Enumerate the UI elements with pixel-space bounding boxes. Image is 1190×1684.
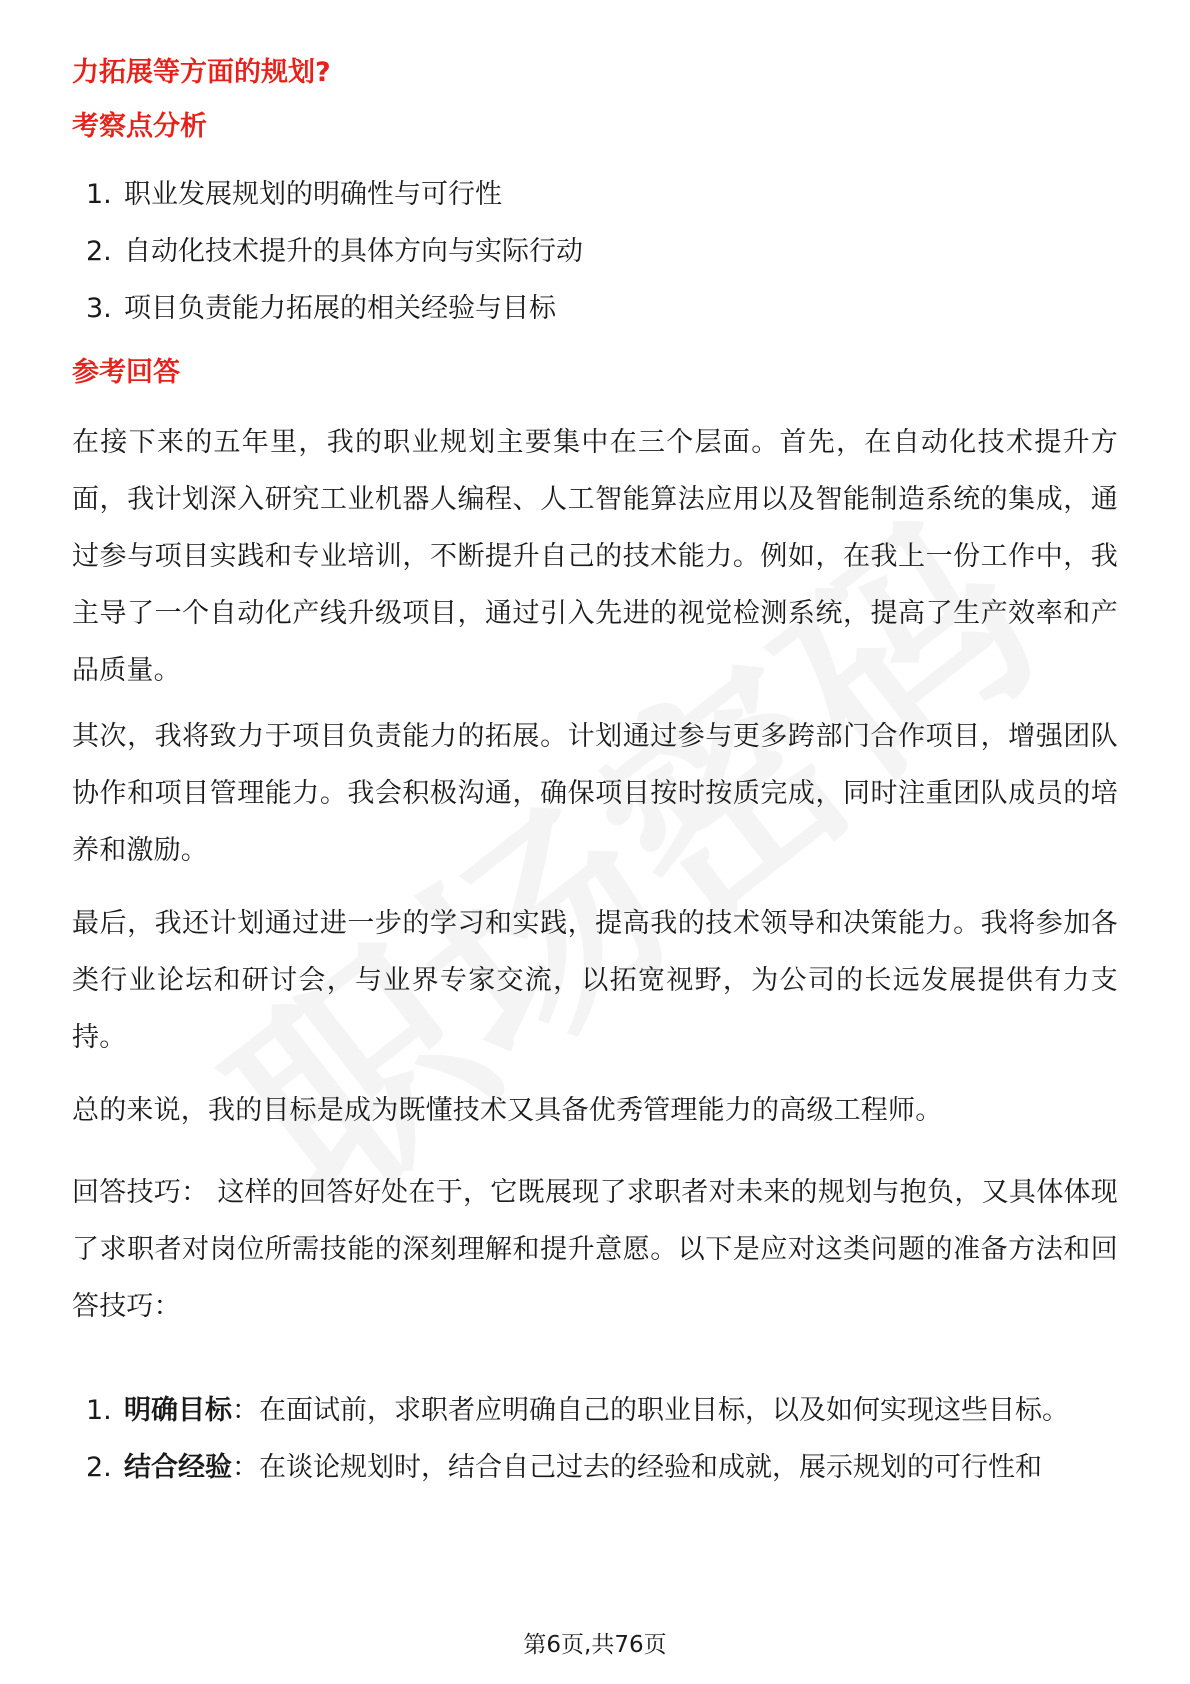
list-number: 3. xyxy=(86,293,112,324)
tip-text: ：在谈论规划时，结合自己过去的经验和成就，展示规划的可行性和 xyxy=(232,1452,1042,1483)
answer-paragraph-2: 其次，我将致力于项目负责能力的拓展。计划通过参与更多跨部门合作项目，增强团队协作和项目管理能力。我会积极沟通，确保项目按时按质完成，同时注重团队成员的培养和激励。 xyxy=(72,721,1118,866)
tips-list xyxy=(72,1382,1118,1496)
list-item xyxy=(72,166,1118,223)
analysis-heading: 考察点分析 xyxy=(72,111,207,142)
list-item-text: 项目负责能力拓展的相关经验与目标 xyxy=(124,293,556,324)
list-number: 1. xyxy=(86,1395,112,1426)
answer-heading: 参考回答 xyxy=(72,357,180,388)
list-item xyxy=(72,280,1118,337)
analysis-list xyxy=(72,166,1118,337)
tip-label: 明确目标 xyxy=(124,1395,232,1426)
list-number: 1. xyxy=(86,179,112,210)
list-item xyxy=(72,1382,1118,1439)
question-heading-continued: 力拓展等方面的规划? xyxy=(72,57,331,88)
tip-text: ：在面试前，求职者应明确自己的职业目标，以及如何实现这些目标。 xyxy=(232,1395,1069,1426)
list-item xyxy=(72,1439,1118,1496)
answer-summary: 总的来说，我的目标是成为既懂技术又具备优秀管理能力的高级工程师。 xyxy=(72,1095,943,1126)
answer-paragraph-3: 最后，我还计划通过进一步的学习和实践，提高我的技术领导和决策能力。我将参加各类行业论坛和研讨会，与业界专家交流，以拓宽视野，为公司的长远发展提供有力支持。 xyxy=(72,908,1118,1053)
answer-paragraph-1: 在接下来的五年里，我的职业规划主要集中在三个层面。首先，在自动化技术提升方面，我计划深入研究工业机器人编程、人工智能算法应用以及智能制造系统的集成，通过参与项目实践和专业培训，不断提升自己的技术能力。例如，在我上一份工作中，我主导了一个自动化产线升级项目，通过引入先进的视觉检测系统，提高了生产效率和产品质量。 xyxy=(72,427,1118,686)
tip-label: 结合经验 xyxy=(124,1452,232,1483)
list-item-text: 职业发展规划的明确性与可行性 xyxy=(124,179,502,210)
answer-tips-intro: 回答技巧： 这样的回答好处在于，它既展现了求职者对未来的规划与抱负，又具体体现了求职者对岗位所需技能的深刻理解和提升意愿。以下是应对这类问题的准备方法和回答技巧： xyxy=(72,1177,1118,1322)
list-item xyxy=(72,223,1118,280)
list-item-text: 自动化技术提升的具体方向与实际行动 xyxy=(124,236,583,267)
list-number: 2. xyxy=(86,236,112,267)
list-number: 2. xyxy=(86,1452,112,1483)
page-number-footer: 第6页,共76页 xyxy=(523,1632,667,1658)
